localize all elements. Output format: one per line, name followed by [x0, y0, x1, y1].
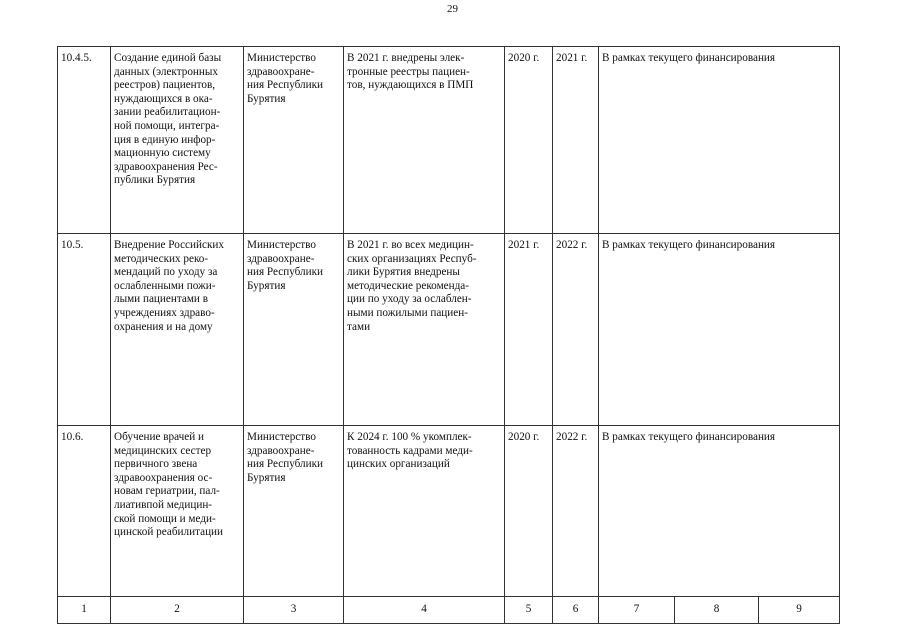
page-number: 29: [447, 3, 458, 15]
column-number: 1: [58, 597, 111, 624]
start-year-cell: 2021 г.: [505, 234, 553, 426]
column-number: 8: [675, 597, 759, 624]
executor-cell: Министерство здравоохране- ния Республики Бурятия: [244, 234, 344, 426]
financing-cell: В рамках текущего финансирования: [599, 426, 840, 597]
item-number-cell: 10.4.5.: [58, 47, 111, 234]
table-row: [58, 426, 840, 597]
column-number: 7: [599, 597, 675, 624]
result-cell: В 2021 г. во всех медицин- ских организациях Респуб- лики Бурятия внедрены методические рекоменда- ции по уходу за ослаблен- ными пожилыми пациен- тами: [344, 234, 505, 426]
financing-cell: В рамках текущего финансирования: [599, 234, 840, 426]
table-row: [58, 234, 840, 426]
event-cell: Обучение врачей и медицинских сестер первичного звена здравоохранения ос- новам гериатрии, пал- лиативпой медицин- ской помощи и меди- цинской реабилитации: [111, 426, 244, 597]
end-year-cell: 2022 г.: [553, 426, 599, 597]
result-cell: К 2024 г. 100 % укомплек- тованность кадрами меди- цинских организаций: [344, 426, 505, 597]
column-number: 5: [505, 597, 553, 624]
end-year-cell: 2021 г.: [553, 47, 599, 234]
event-cell: Внедрение Российских методических реко- мендаций по уходу за ослабленными пожи- лыми пациентами в учреждениях здраво- охранения и на дому: [111, 234, 244, 426]
plan-table: [57, 46, 840, 624]
column-number: 2: [111, 597, 244, 624]
item-number-cell: 10.5.: [58, 234, 111, 426]
column-number: 4: [344, 597, 505, 624]
executor-cell: Министерство здравоохране- ния Республики Бурятия: [244, 426, 344, 597]
financing-cell: В рамках текущего финансирования: [599, 47, 840, 234]
start-year-cell: 2020 г.: [505, 426, 553, 597]
executor-cell: Министерство здравоохране- ния Республики Бурятия: [244, 47, 344, 234]
event-cell: Создание единой базы данных (электронных реестров) пациентов, нуждающихся в ока- зании реабилитацион- ной помощи, интегра- ция в единую инфор- мационную систему здравоохранения Рес- публики Бурятия: [111, 47, 244, 234]
column-number: 9: [759, 597, 840, 624]
table-row: [58, 47, 840, 234]
column-number: 6: [553, 597, 599, 624]
item-number-cell: 10.6.: [58, 426, 111, 597]
column-number-row: [58, 597, 840, 624]
result-cell: В 2021 г. внедрены элек- тронные реестры пациен- тов, нуждающихся в ПМП: [344, 47, 505, 234]
column-number: 3: [244, 597, 344, 624]
start-year-cell: 2020 г.: [505, 47, 553, 234]
end-year-cell: 2022 г.: [553, 234, 599, 426]
